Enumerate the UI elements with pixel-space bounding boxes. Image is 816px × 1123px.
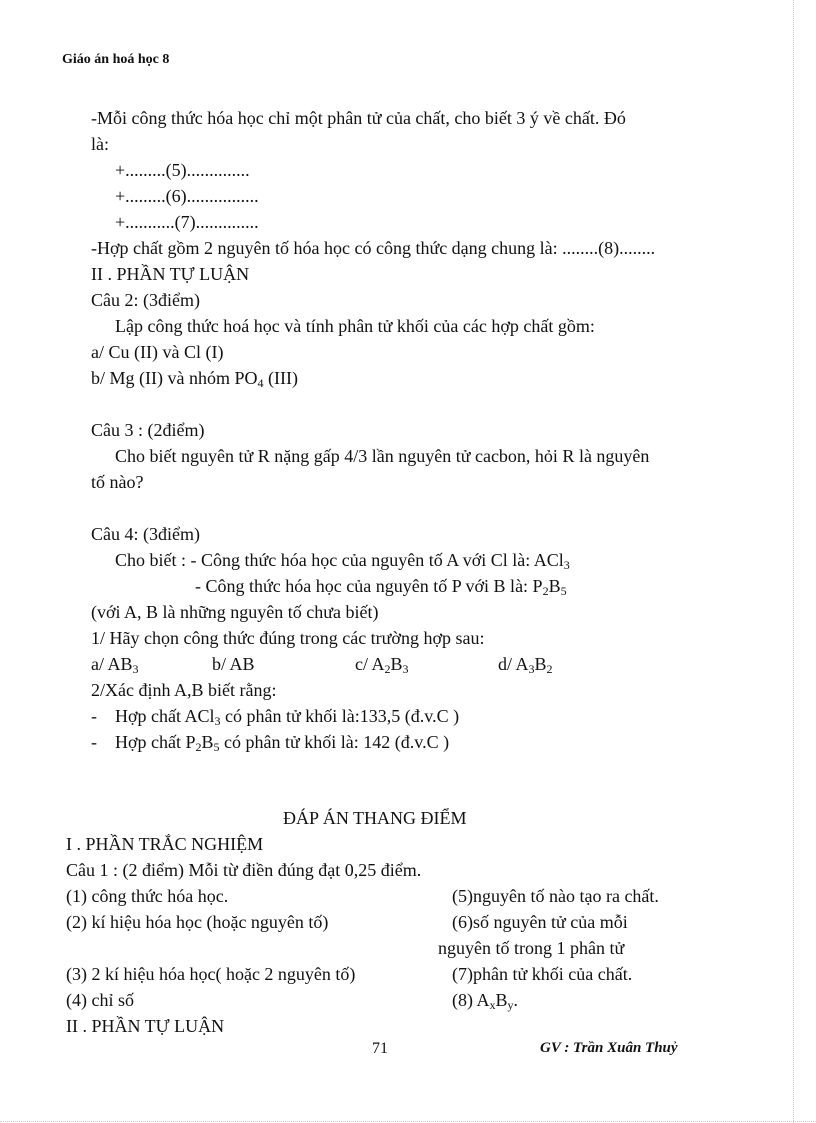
q4-given-2: - Công thức hóa học của nguyên tố P với B là: $P_2B_5$ (195, 576, 567, 598)
statement-line-1: -Mỗi công thức hóa học chỉ một phân tử của chất, cho biết 3 ý về chất. Đó (91, 108, 626, 128)
q4-task-1: 1/ Hãy chọn công thức đúng trong các trường hợp sau: (91, 628, 485, 648)
general-formula-line: -Hợp chất gồm 2 nguyên tố hóa học có công thức dạng chung là: ........(8)........ (91, 238, 656, 258)
page-number: 71 (372, 1040, 388, 1057)
q2-prompt: Lập công thức hoá học và tính phân tử khối của các hợp chất gồm: (115, 316, 595, 336)
q4-bullet-1 (91, 704, 97, 728)
bullet-dash: - (91, 706, 97, 726)
blank-6: +.........(6)................ (115, 186, 259, 206)
q4-bullet-2-text: Hợp chất $P_2B_5$ có phân tử khối là: 142 (đ.v.C ) (115, 732, 450, 754)
q4-option-d: d/ $A_3B_2$ (498, 654, 553, 676)
page-border-right (793, 0, 794, 1123)
answer-5: (5)nguyên tố nào tạo ra chất. (452, 886, 659, 906)
q4-bullet-2 (91, 730, 97, 754)
q4-note: (với A, B là những nguyên tố chưa biết) (91, 602, 379, 622)
q2-item-b: b/ Mg (II) và nhóm $PO_4$ (III) (91, 368, 298, 390)
answer-4: (4) chỉ số (66, 990, 134, 1010)
q2-item-a: a/ Cu (II) và Cl (I) (91, 342, 224, 362)
answer-7: (7)phân tử khối của chất. (452, 964, 633, 984)
part2-heading: II . PHẦN TỰ LUẬN (91, 264, 250, 284)
q4-option-b: b/ AB (212, 654, 255, 674)
q4-bullet-1-text: Hợp chất ACl$_3$ có phân tử khối là:133,5 (đ.v.C ) (115, 706, 460, 728)
q3-title: Câu 3 : (2điểm) (91, 420, 205, 440)
q4-task-2: 2/Xác định A,B biết rằng: (91, 680, 277, 700)
answer-key-title: ĐÁP ÁN THANG ĐIỂM (283, 808, 467, 828)
q4-option-a: a/ $AB_3$ (91, 654, 139, 676)
q4-given-1: Cho biết : - Công thức hóa học của nguyên tố A với Cl là: ACl$_3$ (115, 550, 570, 572)
answer-8: (8) $A_xB_y$. (452, 990, 519, 1012)
answer-6-line-1: (6)số nguyên tử của mỗi (452, 912, 628, 932)
page-border-bottom (0, 1121, 816, 1122)
q3-line-1: Cho biết nguyên tử R nặng gấp 4/3 lần nguyên tử cacbon, hỏi R là nguyên (115, 446, 650, 466)
blank-7: +...........(7).............. (115, 212, 259, 232)
answer-3: (3) 2 kí hiệu hóa học( hoặc 2 nguyên tố) (66, 964, 356, 984)
blank-5: +.........(5).............. (115, 160, 250, 180)
q3-line-2: tố nào? (91, 472, 144, 492)
q2-title: Câu 2: (3điểm) (91, 290, 200, 310)
answers-part2-heading: II . PHẦN TỰ LUẬN (66, 1016, 225, 1036)
answer-2: (2) kí hiệu hóa học (hoặc nguyên tố) (66, 912, 329, 932)
answers-q1-line: Câu 1 : (2 điểm) Mỗi từ điền đúng đạt 0,25 điểm. (66, 860, 422, 880)
q4-option-c: c/ $A_2B_3$ (355, 654, 409, 676)
teacher-name: GV : Trần Xuân Thuỷ (540, 1040, 678, 1056)
page-header: Giáo án hoá học 8 (62, 52, 170, 67)
answers-part1-heading: I . PHẦN TRẮC NGHIỆM (66, 834, 264, 854)
bullet-dash: - (91, 732, 97, 752)
q4-title: Câu 4: (3điểm) (91, 524, 200, 544)
statement-line-2: là: (91, 134, 109, 154)
answer-6-line-2: nguyên tố trong 1 phân tử (438, 938, 625, 958)
answer-1: (1) công thức hóa học. (66, 886, 229, 906)
